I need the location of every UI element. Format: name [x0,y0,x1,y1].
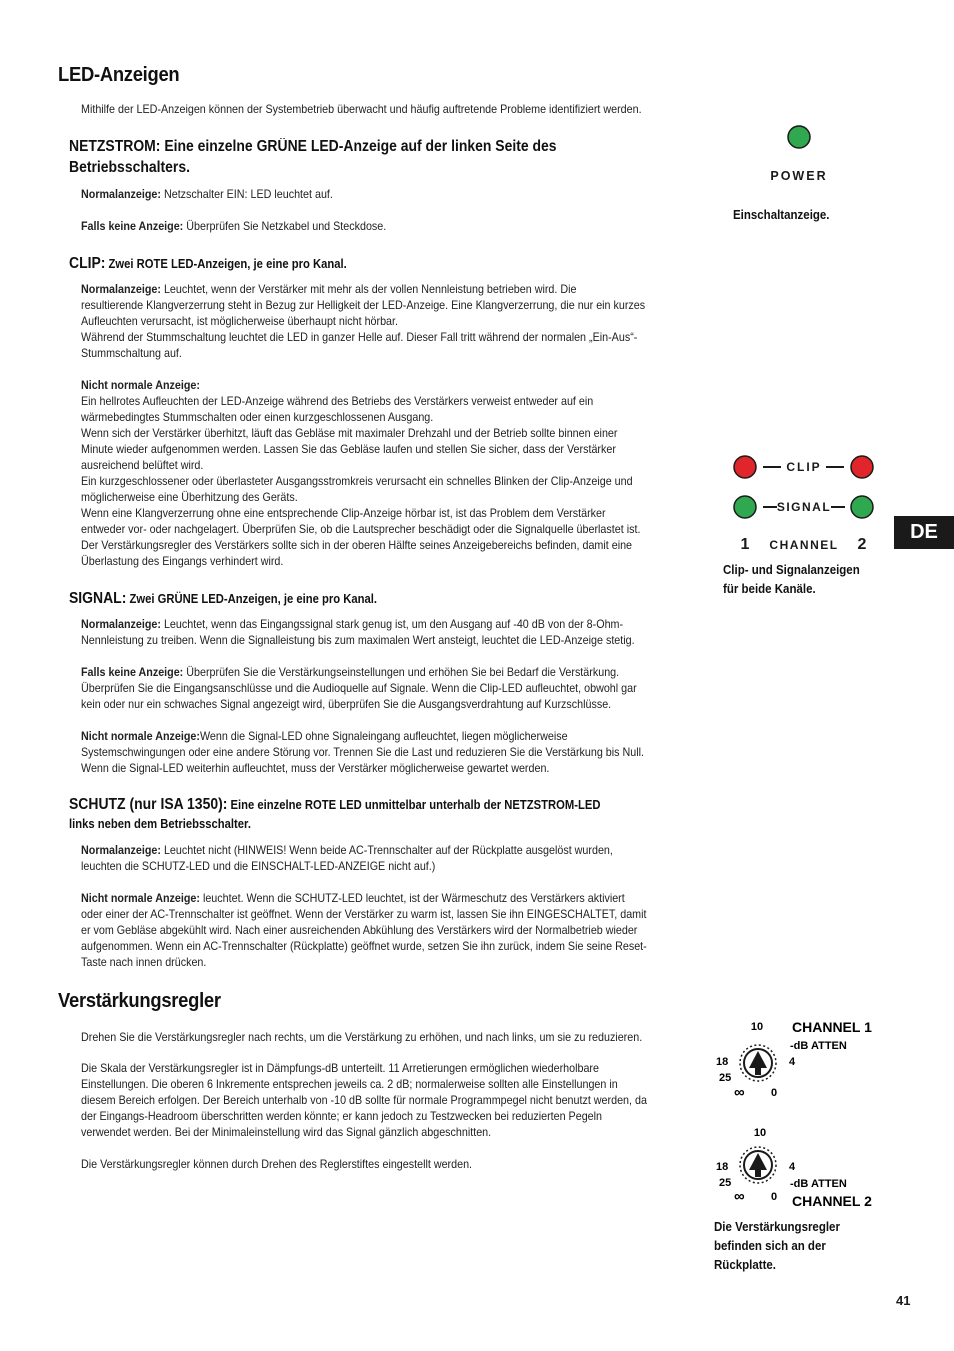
knob2-atten-label: -dB ATTEN [790,1178,847,1190]
signal-normal [81,616,690,648]
line: diesem Bereich erfolgen. Der Bereich unterhalb von -10 dB sollte für normale Programmpegel nicht benutzt werden, da [81,1093,647,1107]
gain-p2 [81,1060,690,1140]
knob1-channel-label: CHANNEL 1 [792,1019,872,1035]
signal-abnormal [81,728,690,776]
netzstrom-heading-line1: NETZSTROM: Eine einzelne GRÜNE LED-Anzeige auf der linken Seite des [69,138,557,155]
clip-heading-text: Zwei ROTE LED-Anzeigen, je eine pro Kanal. [105,257,347,271]
knob2-channel-label: CHANNEL 2 [792,1193,872,1209]
clip-normal [81,281,690,361]
knob1-tick-0: 0 [771,1087,778,1099]
gain-knob-ch1-icon [740,1045,776,1081]
netzstrom-heading-line2: Betriebsschalters. [69,159,190,176]
power-led-icon [788,126,810,148]
label: Falls keine Anzeige: [81,665,184,679]
clip-heading-label: CLIP: [69,255,106,272]
knob2-tick-inf: ∞ [734,1188,745,1205]
section-heading-gain: Verstärkungsregler [58,990,221,1012]
line: leuchten die SCHUTZ-LED und die EINSCHALT-LED-ANZEIGE nicht auf.) [81,859,436,873]
line: Wenn eine Klangverzerrung ohne eine entsprechende Clip-Anzeige hörbar ist, ist das Problem dem Verstärker [81,506,606,520]
caption-line: Rückplatte. [714,1258,776,1272]
signal-led-ch1-icon [734,496,756,518]
schutz-normal [81,842,690,874]
schutz-heading-label: SCHUTZ (nur ISA 1350): [69,796,228,813]
line: ausreichend belüftet wird. [81,458,204,472]
signal-heading [69,589,699,609]
text: Netzschalter EIN: LED leuchtet auf. [160,187,333,201]
line: Wenn die Signal-LED ohne Signaleingang aufleuchtet, liegen möglicherweise [199,729,568,743]
signal-heading-label: SIGNAL: [69,590,127,607]
line: Überprüfen Sie die Eingangsanschlüsse und die Audioquelle auf Signale. Wenn die Clip-LED aufleuchtet, obwohl gar [81,681,637,695]
knob1-tick-inf: ∞ [734,1084,745,1101]
caption-line: für beide Kanäle. [723,582,816,596]
line: resultierende Klangverzerrung steht in Bezug zur Helligkeit der LED-Anzeige. Eine Klangverzerrung, die nur ein kurzes [81,298,646,312]
caption-line: befinden sich an der [714,1239,826,1253]
line: aufgenommen. Wenn ein AC-Trennschalter (Rückplatte) geöffnet wurde, setzen Sie ihn zurück, indem Sie seine Reset- [81,939,647,953]
label: Normalanzeige: [81,282,161,296]
knob1-tick-10: 10 [750,1021,764,1033]
netzstrom-normal [81,186,690,202]
line: Überprüfen Sie die Verstärkungseinstellungen und erhöhen Sie bei Bedarf die Verstärkung. [183,665,620,679]
line: möglicherweise eine Überhitzung des Geräts. [81,490,298,504]
channel-label: CHANNEL [769,538,839,552]
clip-led-ch1-icon [734,456,756,478]
signal-led-ch2-icon [851,496,873,518]
line: der Eingangs-Headroom überschritten werden könnte; er kann jedoch zu Testzwecken bei reduzierten Pegeln [81,1109,603,1123]
line: Wenn die Signal-LED weiterhin aufleuchtet, muss der Verstärker möglicherweise gewartet werden. [81,761,550,775]
netzstrom-none [81,218,690,234]
label: Normalanzeige: [81,843,161,857]
knob1-atten-label: -dB ATTEN [790,1040,847,1052]
line: Stummschaltung auf. [81,346,182,360]
knob2-tick-18: 18 [716,1161,729,1173]
line: Ein hellrotes Aufleuchten der LED-Anzeige während des Betriebs des Verstärkers verweist entweder auf ein [81,394,594,408]
power-label: POWER [770,169,828,183]
language-tab: DE [894,516,954,549]
line: Während der Stummschaltung leuchtet die LED in ganzer Helle auf. Dieser Fall tritt während der normalen „Ein-Aus“- [81,330,638,344]
line: Der Verstärkungsregler des Verstärkers sollte sich in der oberen Hälfte seines Anzeigebereichs befinden, damit eine [81,538,633,552]
line: Taste nach innen drücken. [81,955,207,969]
led-intro: Mithilfe der LED-Anzeigen können der Systembetrieb überwacht und häufig auftretende Probleme identifiziert werden. [81,102,642,116]
gain-knob-ch2-icon [740,1147,776,1183]
caption-line: Die Verstärkungsregler [714,1220,840,1234]
line: Aufleuchten verursacht, ist möglicherweise überhaupt nicht hörbar. [81,314,399,328]
knob1-tick-25: 25 [719,1072,732,1084]
clip-signal-figure [725,448,885,558]
line: Leuchtet nicht (HINWEIS! Wenn beide AC-Trennschalter auf der Rückplatte ausgelöst wurden, [160,843,613,857]
line: Die Skala der Verstärkungsregler ist in Dämpfungs-dB unterteilt. 11 Arretierungen ermöglichen wiederholbare [81,1061,599,1075]
channel-1-number: 1 [740,536,750,553]
label: Falls keine Anzeige: [81,219,184,233]
label: Nicht normale Anzeige: [81,378,200,392]
knobs-caption [714,1218,840,1275]
clip-led-ch2-icon [851,456,873,478]
clip-abnormal [81,377,690,569]
line: Systemschwingungen oder eine andere Störung vor. Trennen Sie die Last und reduzieren Sie die Verstärkung bis Null. [81,745,645,759]
signal-heading-text: Zwei GRÜNE LED-Anzeigen, je eine pro Kanal. [126,592,378,606]
signal-none [81,664,690,712]
clip-heading [69,254,699,274]
line: wärmebedingtes Stummschalten oder einen kurzgeschlossenen Ausgang. [81,410,434,424]
gain-p1: Drehen Sie die Verstärkungsregler nach rechts, um die Verstärkung zu erhöhen, und nach links, um sie zu reduzieren. [81,1030,643,1044]
netzstrom-heading [69,136,645,178]
label: Normalanzeige: [81,617,161,631]
knob2-tick-25: 25 [719,1177,732,1189]
schutz-heading-text: Eine einzelne ROTE LED unmittelbar unterhalb der NETZSTROM-LED [227,798,601,812]
label: Nicht normale Anzeige: [81,891,200,905]
line: verwendet werden. Bei der Minimaleinstellung wird das Signal gänzlich abgeschnitten. [81,1125,492,1139]
caption-line: Clip- und Signalanzeigen [723,563,860,577]
knob2-tick-4: 4 [789,1161,796,1173]
clip-label: CLIP [786,460,822,474]
text: Überprüfen Sie Netzkabel und Steckdose. [183,219,387,233]
knob1-tick-18: 18 [716,1056,729,1068]
signal-label: SIGNAL [776,500,832,514]
page-number: 41 [896,1293,911,1308]
gain-knobs-figure [710,1015,890,1215]
line: entweder vor- oder nachgelagert. Überprüfen Sie, ob die Lautsprecher beschädigt oder die Signalquelle überlastet ist. [81,522,641,536]
schutz-heading-line2: links neben dem Betriebsschalter. [69,817,251,831]
line: leuchtet. Wenn die SCHUTZ-LED leuchtet, ist der Wärmeschutz des Verstärkers aktiviert [199,891,625,905]
line: Wenn sich der Verstärker überhitzt, läuft das Gebläse mit maximaler Drehzahl und der Betrieb sollte binnen einer [81,426,618,440]
gain-p3: Die Verstärkungsregler können durch Drehen des Reglerstiftes eingestellt werden. [81,1157,473,1171]
section-heading-led: LED-Anzeigen [58,64,180,86]
line: Leuchtet, wenn der Verstärker mit mehr als der vollen Nennleistung betrieben wird. Die [160,282,577,296]
line: oder einer der AC-Trennschalter ist geöffnet. Wenn der Verstärker zu warm ist, lassen Sie ihn EINGESCHALTET, damit [81,907,647,921]
knob2-tick-10: 10 [753,1127,767,1139]
line: Überlastung des Eingangs verhindert wird. [81,554,284,568]
line: Leuchtet, wenn das Eingangssignal stark genug ist, um den Ausgang auf -40 dB von der 8-Ohm- [160,617,624,631]
line: Minute wieder aufgenommen werden. Lassen Sie das Gebläse laufen und stellen Sie sicher, dass der Verstärker [81,442,616,456]
knob2-tick-0: 0 [771,1191,778,1203]
power-led-figure [740,120,900,190]
channel-2-number: 2 [857,536,867,553]
line: Einstellungen. Die oberen 6 Inkremente entsprechen jeweils ca. 2 dB; normalerweise sollten alle Einstellungen in [81,1077,618,1091]
line: Nennleistung zu treiben. Wenn die Signalleistung bis zum maximalen Wert ansteigt, leuchtet die LED-Anzeige stetig. [81,633,635,647]
clip-signal-caption [723,561,860,599]
label: Normalanzeige: [81,187,161,201]
line: Ein kurzgeschlossener oder überlasteter Ausgangsstromkreis verursacht ein schnelles Blinken der Clip-Anzeige und [81,474,633,488]
schutz-heading [69,795,699,834]
line: er vom Gebläse abgekühlt wird. Nach einer ausreichenden Abkühlung des Verstärkers wird der Normalbetrieb wieder [81,923,638,937]
power-caption: Einschaltanzeige. [733,208,830,222]
knob1-tick-4: 4 [789,1056,796,1068]
schutz-abnormal [81,890,690,970]
label: Nicht normale Anzeige: [81,729,200,743]
line: kein oder nur ein schwaches Signal angezeigt wird, überprüfen Sie die Ausgangsverdrahtung auf Kurzschlüsse. [81,697,612,711]
